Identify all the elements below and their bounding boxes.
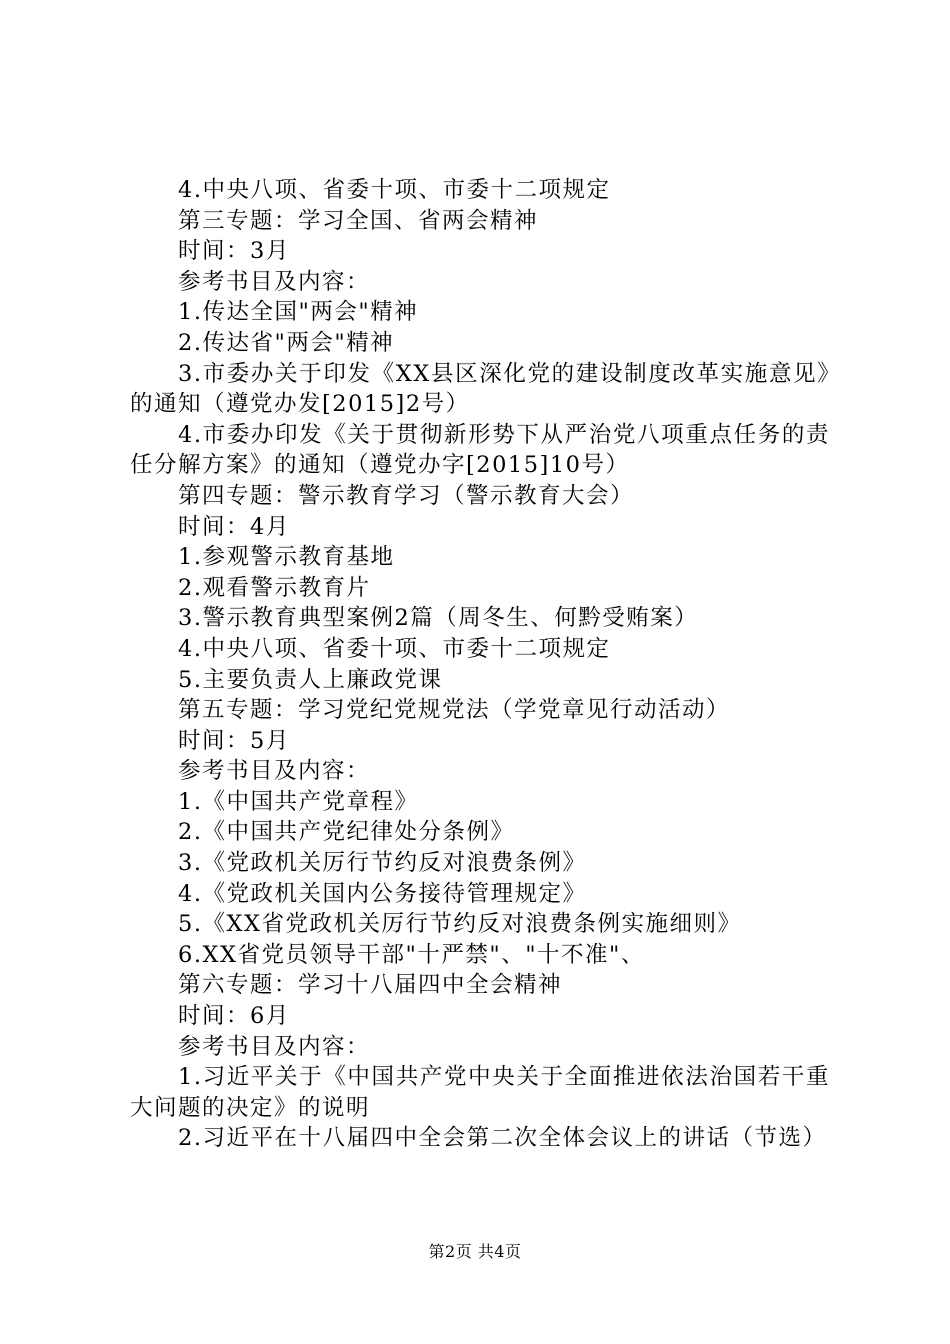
- paragraph: 2.《中国共产党纪律处分条例》: [178, 819, 515, 846]
- paragraph: 2.观看警示教育片: [178, 574, 371, 601]
- paragraph: 时间：4月: [178, 513, 290, 540]
- paragraph: 1.传达全国"两会"精神: [178, 299, 419, 326]
- paragraph: 3.市委办关于印发《XX县区深化党的建设制度改革实施意见》的通知（遵党办发[2015]2号）: [130, 360, 830, 418]
- paragraph: 参考书目及内容：: [178, 1033, 371, 1060]
- section-heading: 第四专题：警示教育学习（警示教育大会）: [178, 482, 635, 509]
- paragraph: 2.习近平在十八届四中全会第二次全体会议上的讲话（节选）: [178, 1125, 827, 1152]
- paragraph: 时间：3月: [178, 238, 290, 265]
- section-heading: 第三专题：学习全国、省两会精神: [178, 207, 539, 234]
- section-heading: 第五专题：学习党纪党规党法（学党章见行动活动）: [178, 697, 731, 724]
- paragraph: 4.市委办印发《关于贯彻新形势下从严治党八项重点任务的责任分解方案》的通知（遵党办字[2015]10号）: [130, 421, 830, 479]
- document-body: [130, 175, 830, 1154]
- page-number-footer: 第2页 共4页: [428, 1242, 522, 1261]
- section-heading: 第六专题：学习十八届四中全会精神: [178, 972, 563, 999]
- paragraph: 3.警示教育典型案例2篇（周冬生、何黔受贿案）: [178, 605, 699, 632]
- paragraph: 4.《党政机关国内公务接待管理规定》: [178, 880, 587, 907]
- paragraph: 1.《中国共产党章程》: [178, 788, 419, 815]
- paragraph: 时间：6月: [178, 1003, 290, 1030]
- paragraph: 1.习近平关于《中国共产党中央关于全面推进依法治国若干重大问题的决定》的说明: [130, 1064, 830, 1121]
- paragraph: 1.参观警示教育基地: [178, 544, 395, 571]
- paragraph: 5.《XX省党政机关厉行节约反对浪费条例实施细则》: [178, 911, 742, 938]
- paragraph: 参考书目及内容：: [178, 758, 371, 785]
- paragraph: 参考书目及内容：: [178, 268, 371, 295]
- paragraph: 4.中央八项、省委十项、市委十二项规定: [178, 635, 611, 662]
- paragraph: 时间：5月: [178, 727, 290, 754]
- paragraph: 6.XX省党员领导干部"十严禁"、"十不准"、: [178, 941, 645, 968]
- paragraph: 2.传达省"两会"精神: [178, 329, 395, 356]
- paragraph: 5.主要负责人上廉政党课: [178, 666, 443, 693]
- paragraph: 4.中央八项、省委十项、市委十二项规定: [178, 177, 611, 203]
- paragraph: 3.《党政机关厉行节约反对浪费条例》: [178, 850, 587, 877]
